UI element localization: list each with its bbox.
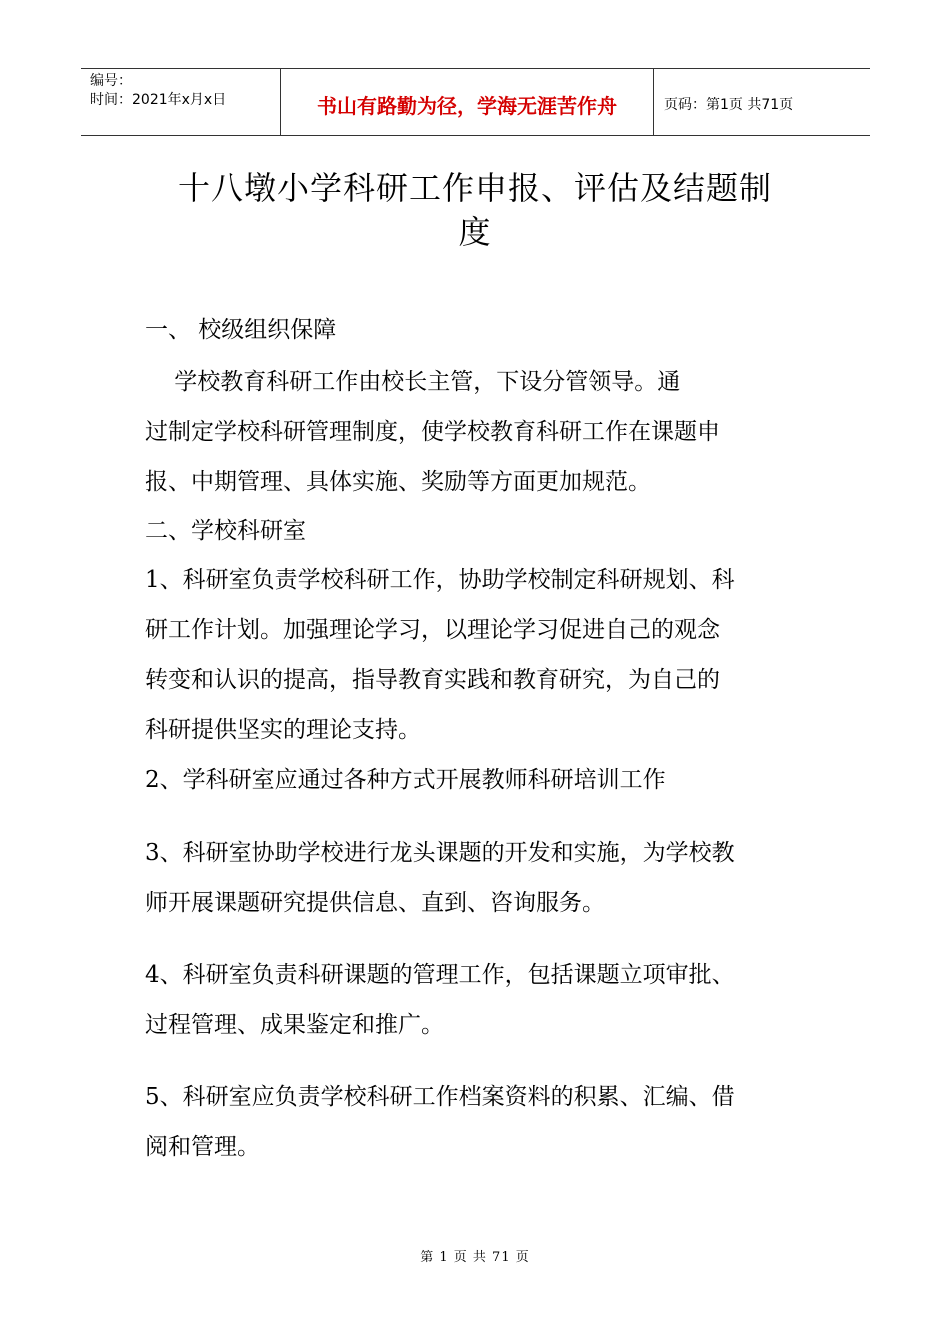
page-footer: 第 1 页 共 71 页 — [420, 1250, 530, 1265]
section1-para-line-3: 报、中期管理、具体实施、奖励等方面更加规范。 — [145, 469, 651, 495]
header-motto: 书山有路勤为径，学海无涯苦作舟 — [281, 69, 654, 135]
item1-line-2: 研工作计划。加强理论学习，以理论学习促进自己的观念 — [145, 617, 720, 643]
item4-line-1: 4、科研室负责科研课题的管理工作，包括课题立项审批、 — [145, 962, 735, 988]
item2-line-1: 2、学科研室应通过各种方式开展教师科研培训工作 — [145, 767, 666, 793]
item1-line-4: 科研提供坚实的理论支持。 — [145, 717, 421, 743]
item5-line-2: 阅和管理。 — [145, 1134, 260, 1160]
item4-line-2: 过程管理、成果鉴定和推广。 — [145, 1012, 444, 1038]
item3-line-2: 师开展课题研究提供信息、直到、咨询服务。 — [145, 890, 605, 916]
title-line-2: 度 — [458, 213, 492, 251]
header-page-info: 页码：第1页 共71页 — [664, 97, 794, 113]
section1-para-line-2: 过制定学校科研管理制度，使学校教育科研工作在课题申 — [145, 419, 720, 445]
section1-para-line-1: 学校教育科研工作由校长主管，下设分管领导。通 — [145, 369, 681, 395]
item3-line-1: 3、科研室协助学校进行龙头课题的开发和实施，为学校教 — [145, 840, 735, 866]
section2-heading: 二、学校科研室 — [145, 518, 306, 544]
item1-line-1: 1、科研室负责学校科研工作，协助学校制定科研规划、科 — [145, 567, 735, 593]
section1-heading: 一、 校级组织保障 — [145, 317, 337, 343]
title-line-1: 十八墩小学科研工作申报、评估及结题制 — [177, 169, 772, 207]
header-number-label: 编号： — [90, 73, 132, 89]
item5-line-1: 5、科研室应负责学校科研工作档案资料的积累、汇编、借 — [145, 1084, 735, 1110]
header-time-label: 时间：2021年x月x日 — [90, 92, 227, 108]
header-meta — [81, 69, 281, 135]
item1-line-3: 转变和认识的提高，指导教育实践和教育研究，为自己的 — [145, 667, 720, 693]
document-title — [145, 166, 805, 254]
document-header — [81, 68, 870, 136]
